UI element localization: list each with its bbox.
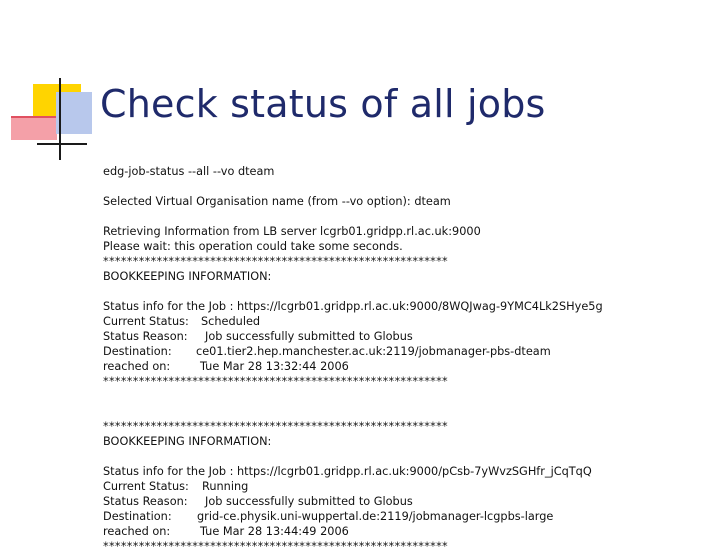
current-status-value: Running: [202, 480, 249, 493]
command-line: edg-job-status --all --vo dteam: [103, 165, 275, 178]
separator-stars: **********************************************************: [103, 540, 449, 553]
status-reason-label: Status Reason:: [103, 495, 188, 508]
decorative-horizontal-line: [37, 143, 87, 145]
separator-stars: **********************************************************: [103, 255, 449, 268]
job-2-current-status-row: [103, 479, 703, 494]
job-1-status-info: Status info for the Job : https://lcgrb01.gridpp.rl.ac.uk:9000/8WQJwag-9YMC4Lk2SHye5g: [103, 300, 603, 313]
status-reason-value: Job successfully submitted to Globus: [205, 330, 413, 343]
destination-label: Destination:: [103, 510, 172, 523]
job-2-status-reason-row: [103, 494, 703, 509]
bookkeeping-heading: BOOKKEEPING INFORMATION:: [103, 270, 272, 283]
job-1-destination-row: [103, 344, 703, 359]
separator-stars: **********************************************************: [103, 375, 449, 388]
job-1-status-reason-row: [103, 329, 703, 344]
decorative-vertical-line: [59, 78, 61, 160]
job-2-destination-row: [103, 509, 703, 524]
slide-title: Check status of all jobs: [100, 82, 546, 126]
reached-on-value: Tue Mar 28 13:44:49 2006: [200, 525, 349, 538]
job-1-current-status-row: [103, 314, 703, 329]
reached-on-label: reached on:: [103, 360, 171, 373]
current-status-label: Current Status:: [103, 480, 189, 493]
decorative-blue-square: [56, 92, 92, 134]
job-1-reached-on-row: [103, 359, 703, 374]
reached-on-label: reached on:: [103, 525, 171, 538]
terminal-output: [103, 164, 703, 554]
retrieving-line: Retrieving Information from LB server lcgrb01.gridpp.rl.ac.uk:9000: [103, 225, 481, 238]
status-reason-label: Status Reason:: [103, 330, 188, 343]
status-reason-value: Job successfully submitted to Globus: [205, 495, 413, 508]
vo-selected-line: Selected Virtual Organisation name (from --vo option): dteam: [103, 195, 451, 208]
reached-on-value: Tue Mar 28 13:32:44 2006: [200, 360, 349, 373]
destination-value: ce01.tier2.hep.manchester.ac.uk:2119/jobmanager-pbs-dteam: [196, 345, 551, 358]
destination-label: Destination:: [103, 345, 172, 358]
job-2-status-info: Status info for the Job : https://lcgrb01.gridpp.rl.ac.uk:9000/pCsb-7yWvzSGHfr_jCqTqQ: [103, 465, 592, 478]
current-status-label: Current Status:: [103, 315, 189, 328]
separator-stars: **********************************************************: [103, 420, 449, 433]
bookkeeping-heading: BOOKKEEPING INFORMATION:: [103, 435, 272, 448]
please-wait-line: Please wait: this operation could take some seconds.: [103, 240, 403, 253]
current-status-value: Scheduled: [201, 315, 261, 328]
destination-value: grid-ce.physik.uni-wuppertal.de:2119/jobmanager-lcgpbs-large: [197, 510, 554, 523]
decorative-red-square: [11, 116, 57, 140]
job-2-reached-on-row: [103, 524, 703, 539]
